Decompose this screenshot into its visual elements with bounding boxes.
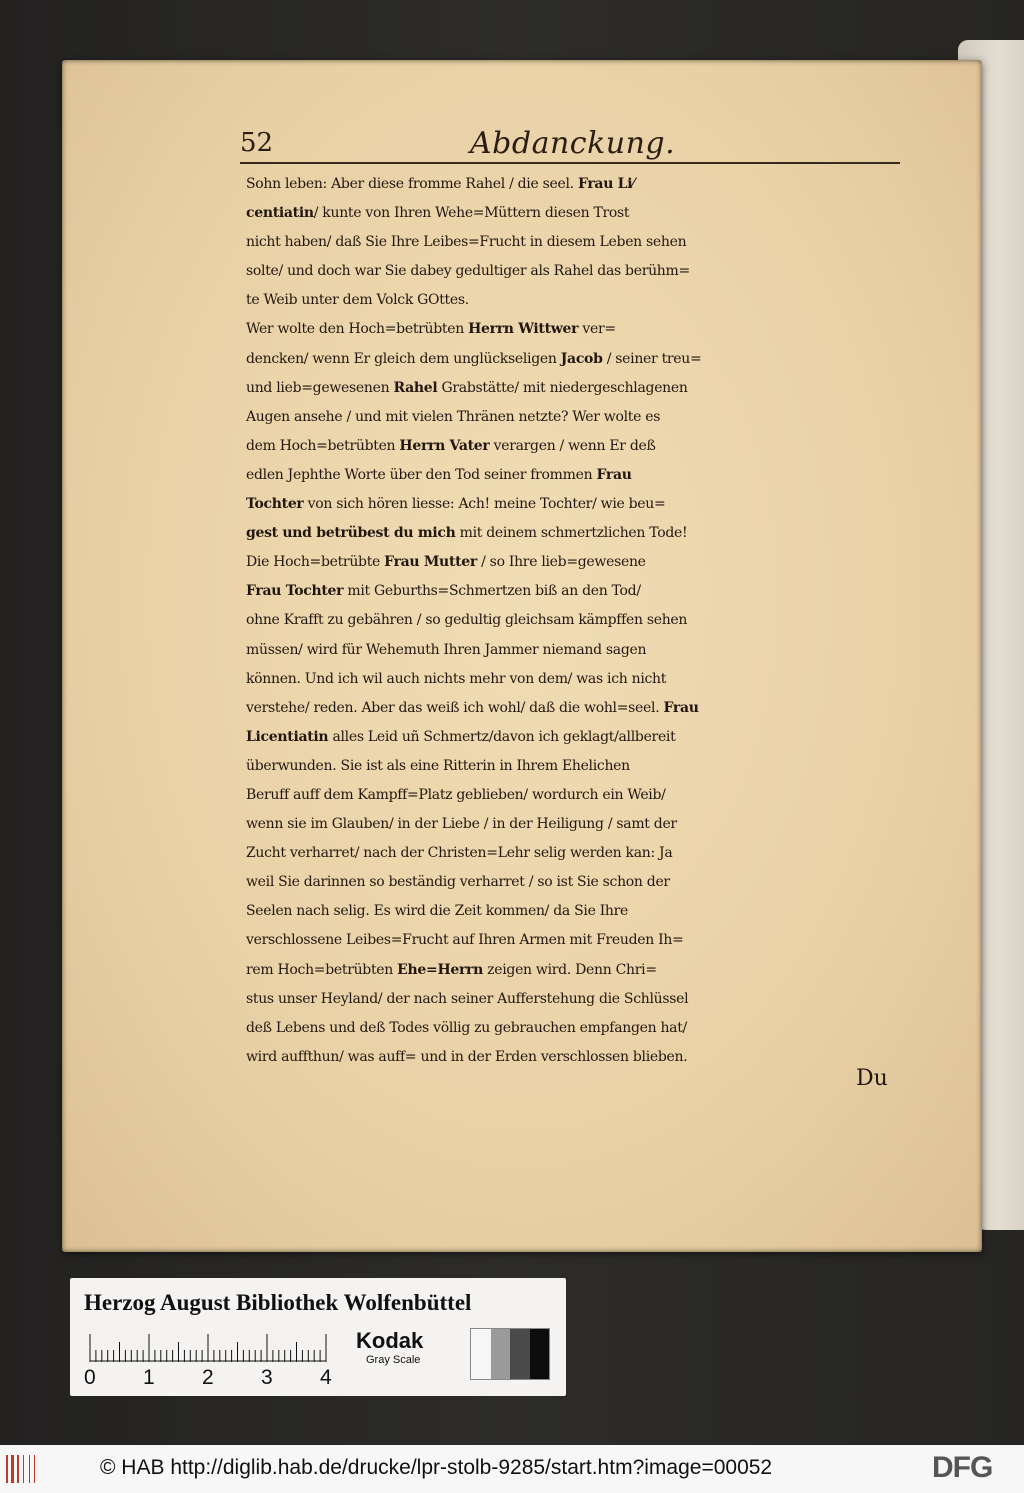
- body-text: [246, 170, 906, 1072]
- page-header: [240, 126, 900, 166]
- text-run: verargen / wenn Er deß: [489, 437, 656, 454]
- emphasized-text: centiatin: [246, 205, 314, 222]
- dfg-logo: DFG: [932, 1451, 993, 1484]
- emphasized-text: Rahel: [393, 379, 438, 396]
- text-line: [246, 315, 906, 344]
- text-run: Wer wolte den Hoch=betrübten: [246, 321, 469, 338]
- text-line: [246, 606, 906, 635]
- text-run: mit deinem schmertzlichen Tode!: [455, 525, 688, 542]
- text-run: überwunden. Sie ist als eine Ritterin in Ihrem Ehelichen: [246, 757, 630, 774]
- text-line: [246, 1043, 906, 1072]
- text-run: Beruff auff dem Kampff=Platz geblieben/ wordurch ein Weib/: [246, 786, 666, 803]
- library-name: Herzog August Bibliothek Wolfenbüttel: [84, 1290, 472, 1315]
- text-line: [246, 461, 906, 490]
- emphasized-text: Frau: [596, 466, 632, 483]
- text-run: Grabstätte/ mit niedergeschlagenen: [437, 379, 688, 396]
- text-run: / so Ihre lieb=gewesene: [476, 554, 646, 571]
- emphasized-text: Ehe=Herrn: [397, 961, 484, 978]
- text-line: [246, 897, 906, 926]
- text-line: [246, 170, 906, 199]
- ruler-digit: 0: [84, 1366, 96, 1389]
- text-line: [246, 519, 906, 548]
- emphasized-text: Herrn Wittwer: [468, 321, 579, 338]
- text-run: ohne Krafft zu gebähren / so gedultig gleichsam kämpffen sehen: [246, 612, 688, 629]
- text-run: und lieb=gewesenen: [246, 379, 394, 396]
- ruler-digit: 3: [261, 1366, 273, 1389]
- text-run: mit Geburths=Schmertzen biß an den Tod/: [343, 583, 641, 600]
- text-line: [246, 868, 906, 897]
- text-line: [246, 374, 906, 403]
- text-line: [246, 1014, 906, 1043]
- text-run: können. Und ich wil auch nichts mehr von dem/ was ich nicht: [246, 670, 667, 687]
- gray-scale-swatch: [470, 1328, 550, 1380]
- text-run: Sohn leben: Aber diese fromme Rahel / die seel.: [246, 176, 578, 192]
- text-line: [246, 956, 906, 985]
- ruler-digit: 1: [143, 1366, 155, 1389]
- text-line: [246, 490, 906, 519]
- text-line: [246, 199, 906, 228]
- kodak-logo: Kodak: [356, 1328, 424, 1353]
- text-line: [246, 985, 906, 1014]
- measurement-ruler: [88, 1334, 338, 1362]
- text-run: deß Lebens und deß Todes völlig zu gebrauchen empfangen hat/: [246, 1019, 687, 1036]
- emphasized-text: Frau Tochter: [246, 583, 344, 600]
- text-line: [246, 781, 906, 810]
- text-run: edlen Jephthe Worte über den Tod seiner frommen: [246, 466, 597, 483]
- text-run: verstehe/ reden. Aber das weiß ich wohl/ daß die wohl=seel.: [246, 699, 664, 716]
- text-run: te Weib unter dem Volck GOttes.: [246, 292, 469, 309]
- emphasized-text: Frau Li⁄: [577, 176, 635, 192]
- text-line: [246, 665, 906, 694]
- text-run: Seelen nach selig. Es wird die Zeit kommen/ da Sie Ihre: [246, 903, 629, 920]
- text-run: von sich hören liesse: Ach! meine Tochter/ wie beu=: [303, 496, 666, 513]
- barcode-bar: [34, 1455, 35, 1483]
- text-run: / seiner treu=: [602, 350, 702, 367]
- text-run: dencken/ wenn Er gleich dem unglückseligen: [246, 350, 561, 367]
- text-run: ver=: [578, 321, 616, 338]
- emphasized-text: Herrn Vater: [399, 437, 490, 454]
- ruler-digit: 4: [320, 1366, 332, 1389]
- text-run: alles Leid uñ Schmertz/davon ich geklagt/allbereit: [328, 728, 676, 745]
- text-run: nicht haben/ daß Sie Ihre Leibes=Frucht in diesem Leben sehen: [246, 234, 687, 251]
- emphasized-text: Tochter: [246, 496, 304, 513]
- text-line: [246, 228, 906, 257]
- text-line: [246, 839, 906, 868]
- text-line: [246, 286, 906, 315]
- emphasized-text: Frau: [663, 699, 699, 716]
- emphasized-text: Licentiatin: [246, 728, 329, 745]
- text-line: [246, 694, 906, 723]
- emphasized-text: gest und betrübest du mich: [246, 525, 456, 542]
- header-rule: [240, 162, 900, 164]
- text-run: solte/ und doch war Sie dabey gedultiger als Rahel das berühm=: [246, 263, 690, 280]
- text-run: müssen/ wird für Wehemuth Ihren Jammer niemand sagen: [246, 641, 647, 658]
- page-number: 52: [240, 128, 274, 158]
- library-label-card: [70, 1278, 566, 1396]
- text-run: Die Hoch=betrübte: [246, 554, 385, 571]
- text-run: wird auffthun/ was auff= und in der Erden verschlossen blieben.: [246, 1048, 688, 1065]
- text-line: [246, 432, 906, 461]
- text-line: [246, 577, 906, 606]
- text-run: dem Hoch=betrübten: [246, 437, 400, 454]
- emphasized-text: Frau Mutter: [384, 554, 477, 571]
- text-line: [246, 810, 906, 839]
- text-line: [246, 345, 906, 374]
- text-run: / kunte von Ihren Wehe=Müttern diesen Trost: [313, 205, 630, 222]
- text-line: [246, 752, 906, 781]
- emphasized-text: Jacob: [560, 350, 603, 367]
- kodak-subtitle: Gray Scale: [366, 1354, 421, 1366]
- barcode-bar: [17, 1455, 19, 1483]
- barcode-bar: [6, 1455, 8, 1483]
- barcode-icon: [6, 1455, 40, 1483]
- text-line: [246, 926, 906, 955]
- ruler-digit: 2: [202, 1366, 214, 1389]
- text-line: [246, 636, 906, 665]
- text-line: [246, 403, 906, 432]
- barcode-bar: [11, 1455, 14, 1483]
- copyright-url[interactable]: © HAB http://diglib.hab.de/drucke/lpr-stolb-9285/start.htm?image=00052: [100, 1456, 773, 1479]
- text-run: wenn sie im Glauben/ in der Liebe / in der Heiligung / samt der: [246, 816, 677, 833]
- text-run: stus unser Heyland/ der nach seiner Aufferstehung die Schlüssel: [246, 990, 689, 1007]
- running-title: Abdanckung.: [470, 126, 676, 161]
- footer-bar: [0, 1445, 1024, 1493]
- text-run: zeigen wird. Denn Chri=: [483, 961, 657, 978]
- text-line: [246, 257, 906, 286]
- barcode-bar: [23, 1455, 24, 1483]
- text-run: rem Hoch=betrübten: [246, 961, 398, 978]
- catchword: Du: [856, 1066, 888, 1091]
- text-run: verschlossene Leibes=Frucht auf Ihren Armen mit Freuden Ih=: [246, 932, 684, 949]
- text-run: weil Sie darinnen so beständig verharret / so ist Sie schon der: [246, 874, 670, 891]
- text-line: [246, 548, 906, 577]
- text-run: Zucht verharret/ nach der Christen=Lehr selig werden kan: Ja: [246, 845, 673, 862]
- text-run: Augen ansehe / und mit vielen Thränen netzte? Wer wolte es: [246, 408, 661, 425]
- text-line: [246, 723, 906, 752]
- barcode-bar: [29, 1455, 30, 1483]
